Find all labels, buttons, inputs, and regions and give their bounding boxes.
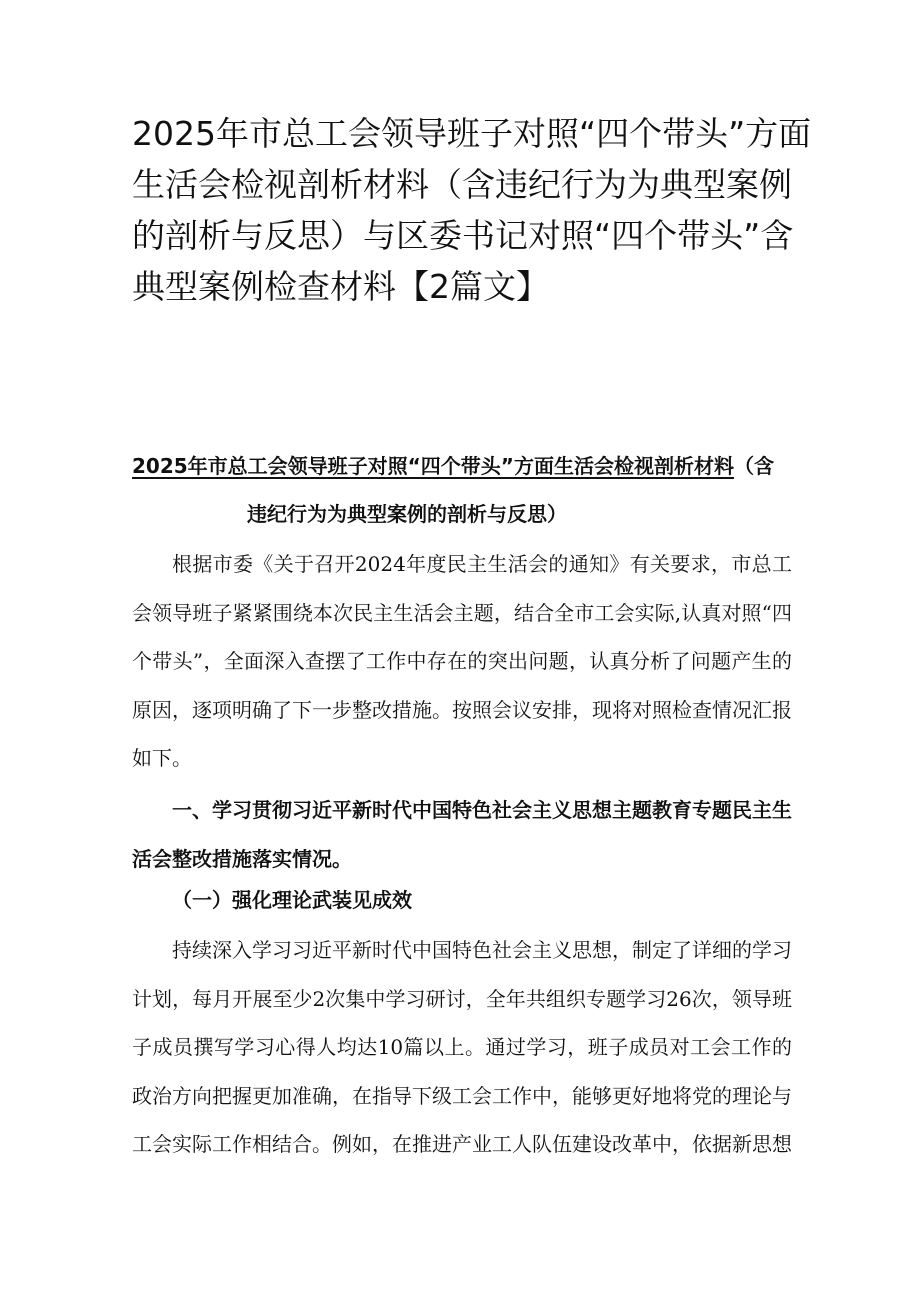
document-title-line1 — [132, 452, 792, 480]
cover-title: 2025年市总工会领导班子对照“四个带头”方面生活会检视剖析材料（含违纪行为为典型案例的剖析与反思）与区委书记对照“四个带头”含典型案例检查材料【2篇文】 — [132, 114, 812, 306]
document-title-line2: 违纪行为为典型案例的剖析与反思） — [247, 502, 567, 526]
subsection-heading-1: （一）强化理论武装见成效 — [172, 888, 412, 912]
document-title-tail: （含 — [733, 454, 774, 478]
intro-paragraph: 根据市委《关于召开2024年度民主生活会的通知》有关要求，市总工会领导班子紧紧围绕本次民主生活会主题，结合全市工会实际,认真对照“四个带头”，全面深入查摆了工作中存在的突出问题，认真分析了问题产生的原因，逐项明确了下一步整改措施。按照会议安排，现将对照检查情况汇报如下。 — [132, 552, 792, 770]
document-title-underlined: 2025年市总工会领导班子对照“四个带头”方面生活会检视剖析材料 — [132, 454, 734, 478]
body-paragraph: 持续深入学习习近平新时代中国特色社会主义思想，制定了详细的学习计划，每月开展至少2次集中学习研讨，全年共组织专题学习26次，领导班子成员撰写学习心得人均达10篇以上。通过学习，班子成员对工会工作的政治方向把握更加准确，在指导下级工会工作中，能够更好地将党的理论与工会实际工作相结合。例如，在推进产业工人队伍建设改革中，依据新思想 — [132, 938, 792, 1156]
section-heading-1: 一、学习贯彻习近平新时代中国特色社会主义思想主题教育专题民主生活会整改措施落实情况。 — [132, 798, 792, 871]
document-title — [132, 452, 792, 528]
